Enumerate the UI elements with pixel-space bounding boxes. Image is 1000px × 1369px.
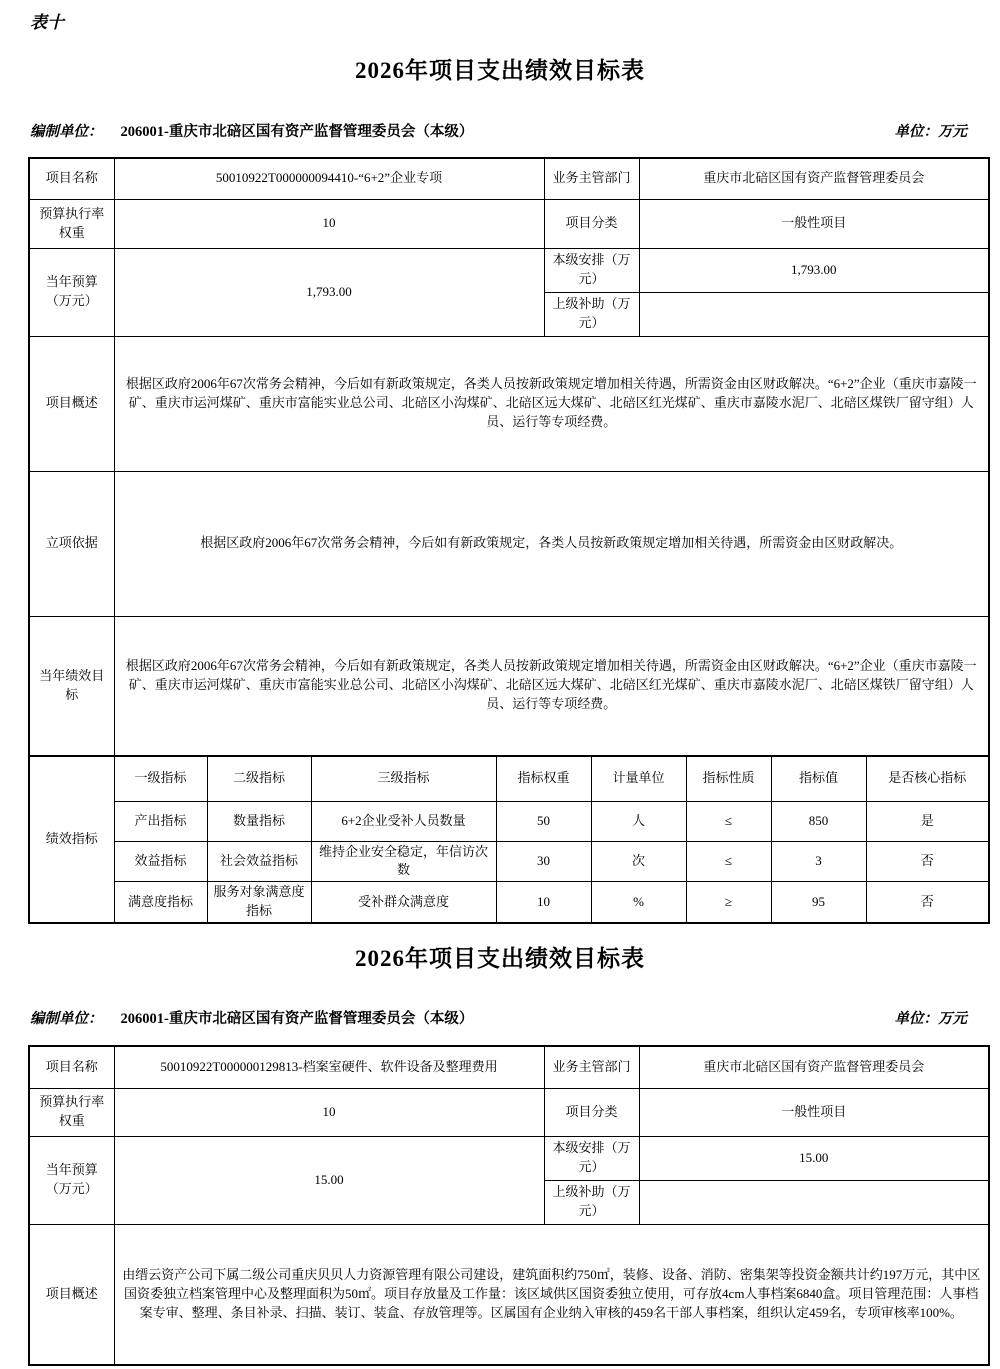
indicator-cell: 50 — [496, 801, 591, 841]
indicator-cell: 否 — [866, 841, 989, 882]
indicator-cell: 数量指标 — [207, 801, 311, 841]
indicator-row — [29, 841, 989, 882]
dept-value: 重庆市北碚区国有资产监督管理委员会 — [639, 1046, 989, 1088]
indicator-cell: 95 — [771, 882, 866, 923]
project-table-2 — [28, 1045, 990, 1366]
budget-label: 当年预算（万元） — [29, 1136, 114, 1224]
indicator-cell: 850 — [771, 801, 866, 841]
indicator-header-level1: 一级指标 — [114, 756, 207, 801]
indicator-header-nature: 指标性质 — [686, 756, 771, 801]
indicator-cell: 维持企业安全稳定，年信访次数 — [311, 841, 496, 882]
subsidy-value — [639, 1180, 989, 1224]
exec-weight-label: 预算执行率权重 — [29, 1088, 114, 1136]
indicator-cell: 受补群众满意度 — [311, 882, 496, 923]
indicator-cell: 6+2企业受补人员数量 — [311, 801, 496, 841]
project-table-1 — [28, 157, 990, 924]
project-table-2-main — [28, 1045, 990, 1366]
dept-value: 重庆市北碚区国有资产监督管理委员会 — [639, 158, 989, 199]
indicator-cell: 人 — [591, 801, 686, 841]
prepared-by-label-1: 编制单位： — [30, 124, 103, 140]
indicator-header-core: 是否核心指标 — [866, 756, 989, 801]
indicator-cell: 效益指标 — [114, 841, 207, 882]
prepared-by-value-1: 206001-重庆市北碚区国有资产监督管理委员会（本级） — [120, 124, 474, 140]
overview-label: 项目概述 — [29, 336, 114, 471]
exec-weight-value: 10 — [114, 1088, 544, 1136]
local-budget-value: 1,793.00 — [639, 248, 989, 292]
local-budget-value: 15.00 — [639, 1136, 989, 1180]
unit-note-2: 单位：万元 — [894, 1011, 967, 1027]
indicator-row — [29, 801, 989, 841]
indicator-cell: 社会效益指标 — [207, 841, 311, 882]
dept-label: 业务主管部门 — [544, 1046, 639, 1088]
meta-row-2 — [30, 1007, 967, 1028]
indicator-cell: % — [591, 882, 686, 923]
indicator-cell: ≥ — [686, 882, 771, 923]
subsidy-label: 上级补助（万元） — [544, 292, 639, 336]
indicator-header-unit: 计量单位 — [591, 756, 686, 801]
indicator-cell: 次 — [591, 841, 686, 882]
budget-label: 当年预算（万元） — [29, 248, 114, 336]
indicator-cell: 满意度指标 — [114, 882, 207, 923]
target-text: 根据区政府2006年67次常务会精神，今后如有新政策规定，各类人员按新政策规定增加相关待遇，所需资金由区财政解决。“6+2”企业（重庆市嘉陵一矿、重庆市运河煤矿、重庆市富能实业总公司、北碚区小沟煤矿、北碚区远大煤矿、北碚区红光煤矿、重庆市嘉陵水泥厂、北碚区煤铁厂留守组）人员、运行等专项经费。 — [114, 616, 989, 756]
project-name-value: 50010922T000000094410-“6+2”企业专项 — [114, 158, 544, 199]
category-value: 一般性项目 — [639, 199, 989, 248]
perf-indicator-label: 绩效指标 — [29, 756, 114, 923]
indicator-cell: 否 — [866, 882, 989, 923]
budget-value: 1,793.00 — [114, 248, 544, 336]
indicator-table-1 — [28, 755, 990, 924]
subsidy-value — [639, 292, 989, 336]
exec-weight-label: 预算执行率权重 — [29, 199, 114, 248]
indicator-cell: 3 — [771, 841, 866, 882]
category-label: 项目分类 — [544, 199, 639, 248]
basis-label: 立项依据 — [29, 471, 114, 616]
unit-note-1: 单位：万元 — [894, 124, 967, 140]
indicator-header-value: 指标值 — [771, 756, 866, 801]
basis-text: 根据区政府2006年67次常务会精神，今后如有新政策规定，各类人员按新政策规定增加相关待遇，所需资金由区财政解决。 — [114, 471, 989, 616]
indicator-cell: 是 — [866, 801, 989, 841]
dept-label: 业务主管部门 — [544, 158, 639, 199]
indicator-cell: ≤ — [686, 801, 771, 841]
overview-text: 根据区政府2006年67次常务会精神，今后如有新政策规定，各类人员按新政策规定增加相关待遇，所需资金由区财政解决。“6+2”企业（重庆市嘉陵一矿、重庆市运河煤矿、重庆市富能实业总公司、北碚区小沟煤矿、北碚区远大煤矿、北碚区红光煤矿、重庆市嘉陵水泥厂、北碚区煤铁厂留守组）人员、运行等专项经费。 — [114, 336, 989, 471]
target-label: 当年绩效目标 — [29, 616, 114, 756]
category-label: 项目分类 — [544, 1088, 639, 1136]
indicator-header-weight: 指标权重 — [496, 756, 591, 801]
category-value: 一般性项目 — [639, 1088, 989, 1136]
local-budget-label: 本级安排（万元） — [544, 1136, 639, 1180]
indicator-header-level2: 二级指标 — [207, 756, 311, 801]
prepared-by-value-2: 206001-重庆市北碚区国有资产监督管理委员会（本级） — [120, 1011, 474, 1027]
project-name-label: 项目名称 — [29, 158, 114, 199]
overview-label: 项目概述 — [29, 1224, 114, 1365]
document-title-1: 2026年项目支出绩效目标表 — [355, 58, 645, 83]
indicator-cell: 30 — [496, 841, 591, 882]
indicator-cell: 服务对象满意度指标 — [207, 882, 311, 923]
document-title-2: 2026年项目支出绩效目标表 — [355, 946, 645, 971]
local-budget-label: 本级安排（万元） — [544, 248, 639, 292]
project-name-value: 50010922T000000129813-档案室硬件、软件设备及整理费用 — [114, 1046, 544, 1088]
project-name-label: 项目名称 — [29, 1046, 114, 1088]
indicator-header-level3: 三级指标 — [311, 756, 496, 801]
project-table-1-main — [28, 157, 990, 757]
overview-text: 由缙云资产公司下属二级公司重庆贝贝人力资源管理有限公司建设，建筑面积约750㎡，装修、设备、消防、密集架等投资金额共计约197万元，其中区国资委独立档案管理中心及整理面积为50㎡。项目存放量及工作量：该区域供区国资委独立使用，可存放4cm人事档案6840盒。项目管理范围：人事档案专审、整理、条目补录、扫描、装订、装盒、存放管理等。区属国有企业纳入审核的459名干部人事档案，组织认定459名，专项审核率100%。 — [114, 1224, 989, 1365]
subsidy-label: 上级补助（万元） — [544, 1180, 639, 1224]
indicator-row — [29, 882, 989, 923]
exec-weight-value: 10 — [114, 199, 544, 248]
sheet-number-label: 表十 — [30, 13, 64, 32]
prepared-by-label-2: 编制单位： — [30, 1011, 103, 1027]
budget-value: 15.00 — [114, 1136, 544, 1224]
meta-row-1 — [30, 120, 967, 141]
indicator-cell: 10 — [496, 882, 591, 923]
indicator-cell: ≤ — [686, 841, 771, 882]
indicator-cell: 产出指标 — [114, 801, 207, 841]
